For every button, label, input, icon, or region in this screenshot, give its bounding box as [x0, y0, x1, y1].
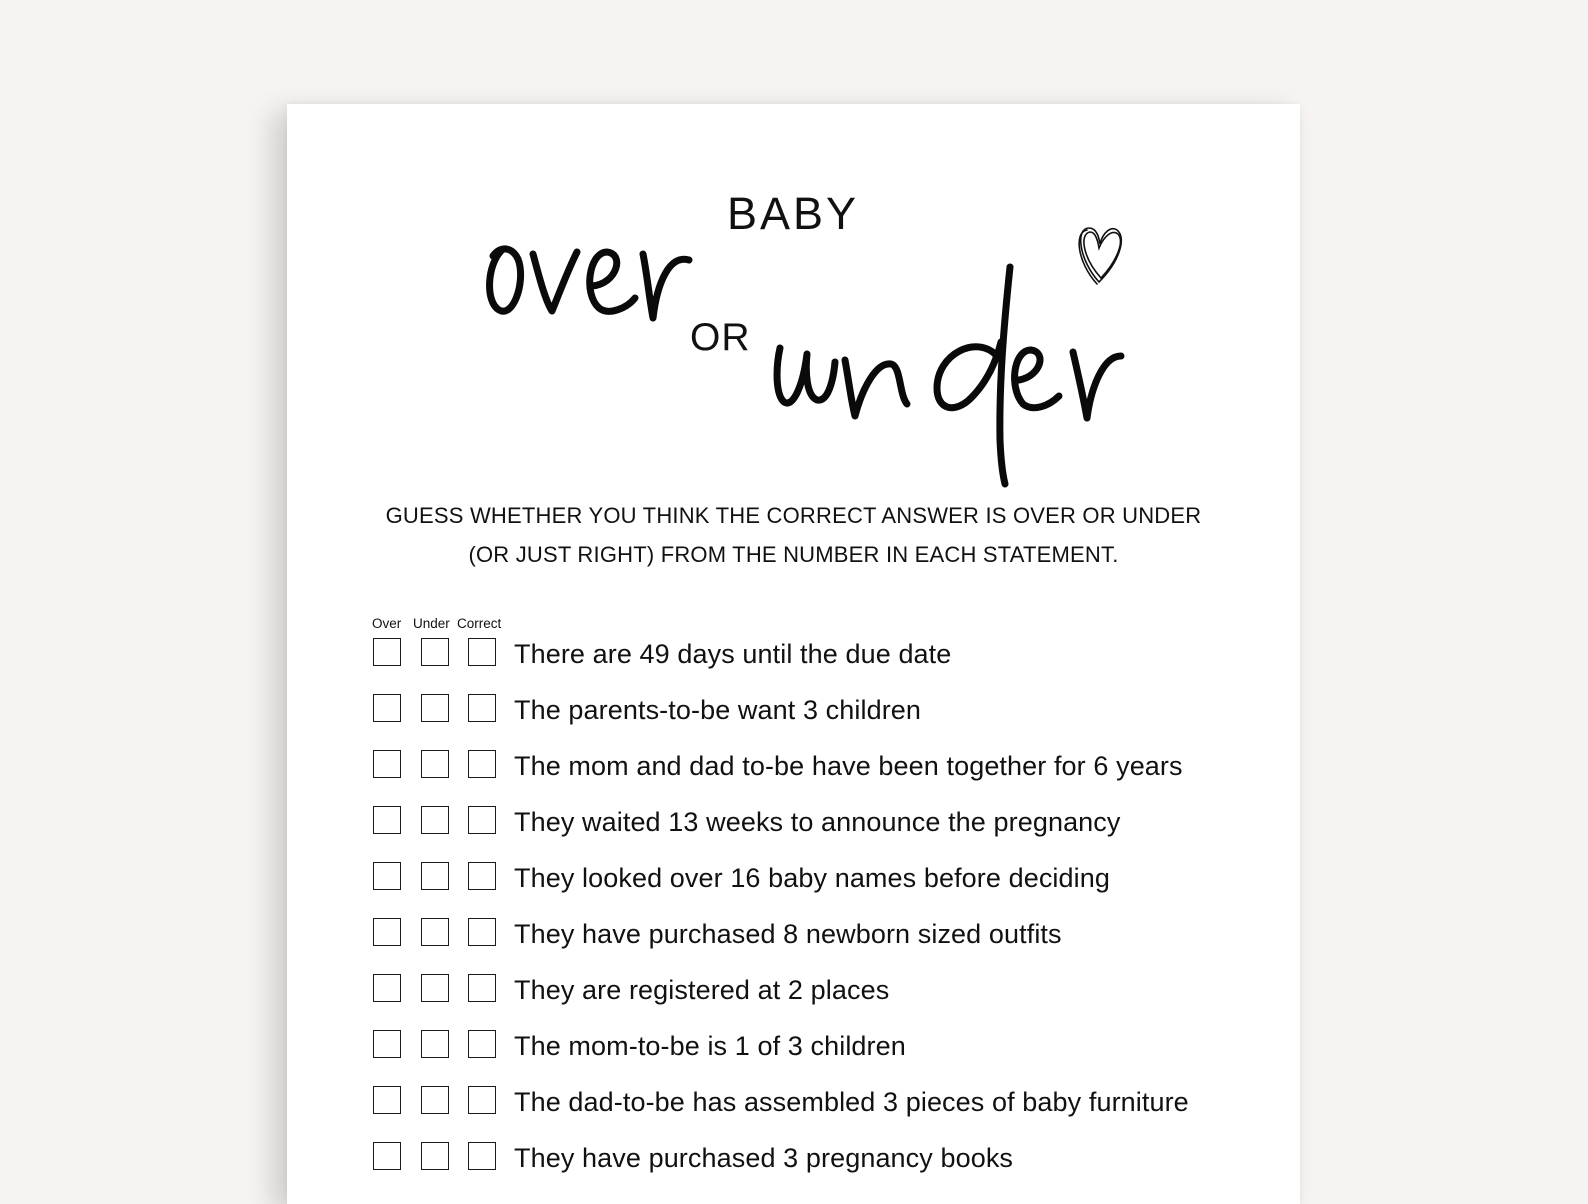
- under-checkbox[interactable]: [421, 974, 449, 1002]
- list-item: [373, 1142, 1273, 1182]
- statement-text: They have purchased 8 newborn sized outfits: [514, 919, 1062, 949]
- over-checkbox[interactable]: [373, 1030, 401, 1058]
- correct-checkbox[interactable]: [468, 1142, 496, 1170]
- statement-text: There are 49 days until the due date: [514, 639, 952, 669]
- correct-checkbox[interactable]: [468, 806, 496, 834]
- over-checkbox[interactable]: [373, 1086, 401, 1114]
- correct-checkbox[interactable]: [468, 862, 496, 890]
- over-checkbox[interactable]: [373, 806, 401, 834]
- correct-checkbox[interactable]: [468, 974, 496, 1002]
- script-word-under: [777, 267, 1121, 484]
- list-item: [373, 750, 1273, 790]
- over-checkbox[interactable]: [373, 862, 401, 890]
- instructions-line-2: (OR JUST RIGHT) FROM THE NUMBER IN EACH STATEMENT.: [468, 542, 1119, 567]
- instructions-line-1: GUESS WHETHER YOU THINK THE CORRECT ANSWER IS OVER OR UNDER: [385, 503, 1202, 528]
- under-checkbox[interactable]: [421, 1030, 449, 1058]
- script-word-over: [490, 249, 689, 318]
- statement-text: The parents-to-be want 3 children: [514, 695, 922, 725]
- column-header-correct: Correct: [457, 616, 502, 631]
- statement-text: The mom and dad to-be have been together for 6 years: [514, 751, 1183, 781]
- list-item: [373, 1030, 1273, 1070]
- list-item: [373, 694, 1273, 734]
- under-checkbox[interactable]: [421, 918, 449, 946]
- column-header-under: Under: [413, 616, 450, 631]
- list-item: [373, 806, 1273, 846]
- instructions: [287, 496, 1300, 574]
- list-item: [373, 974, 1273, 1014]
- over-checkbox[interactable]: [373, 1142, 401, 1170]
- correct-checkbox[interactable]: [468, 1030, 496, 1058]
- correct-checkbox[interactable]: [468, 694, 496, 722]
- list-item: [373, 918, 1273, 958]
- statement-text: The dad-to-be has assembled 3 pieces of baby furniture: [514, 1087, 1189, 1117]
- under-checkbox[interactable]: [421, 1086, 449, 1114]
- under-checkbox[interactable]: [421, 750, 449, 778]
- correct-checkbox[interactable]: [468, 1086, 496, 1114]
- under-checkbox[interactable]: [421, 694, 449, 722]
- game-sheet: [287, 104, 1300, 1204]
- over-checkbox[interactable]: [373, 694, 401, 722]
- list-item: [373, 1086, 1273, 1126]
- under-checkbox[interactable]: [421, 1142, 449, 1170]
- heart-icon: [1079, 228, 1121, 284]
- script-title: [287, 104, 1300, 524]
- over-checkbox[interactable]: [373, 638, 401, 666]
- under-checkbox[interactable]: [421, 806, 449, 834]
- statement-text: They waited 13 weeks to announce the pregnancy: [514, 807, 1121, 837]
- list-item: [373, 862, 1273, 902]
- over-checkbox[interactable]: [373, 750, 401, 778]
- correct-checkbox[interactable]: [468, 750, 496, 778]
- column-header-over: Over: [372, 616, 402, 631]
- list-item: [373, 638, 1273, 678]
- under-checkbox[interactable]: [421, 638, 449, 666]
- title-or: OR: [690, 316, 751, 359]
- title-baby: BABY: [727, 188, 860, 239]
- correct-checkbox[interactable]: [468, 638, 496, 666]
- over-checkbox[interactable]: [373, 918, 401, 946]
- over-checkbox[interactable]: [373, 974, 401, 1002]
- statement-text: They looked over 16 baby names before deciding: [514, 863, 1110, 893]
- statement-text: They have purchased 3 pregnancy books: [514, 1143, 1014, 1173]
- correct-checkbox[interactable]: [468, 918, 496, 946]
- statement-text: The mom-to-be is 1 of 3 children: [514, 1031, 906, 1061]
- statement-text: They are registered at 2 places: [514, 975, 890, 1005]
- under-checkbox[interactable]: [421, 862, 449, 890]
